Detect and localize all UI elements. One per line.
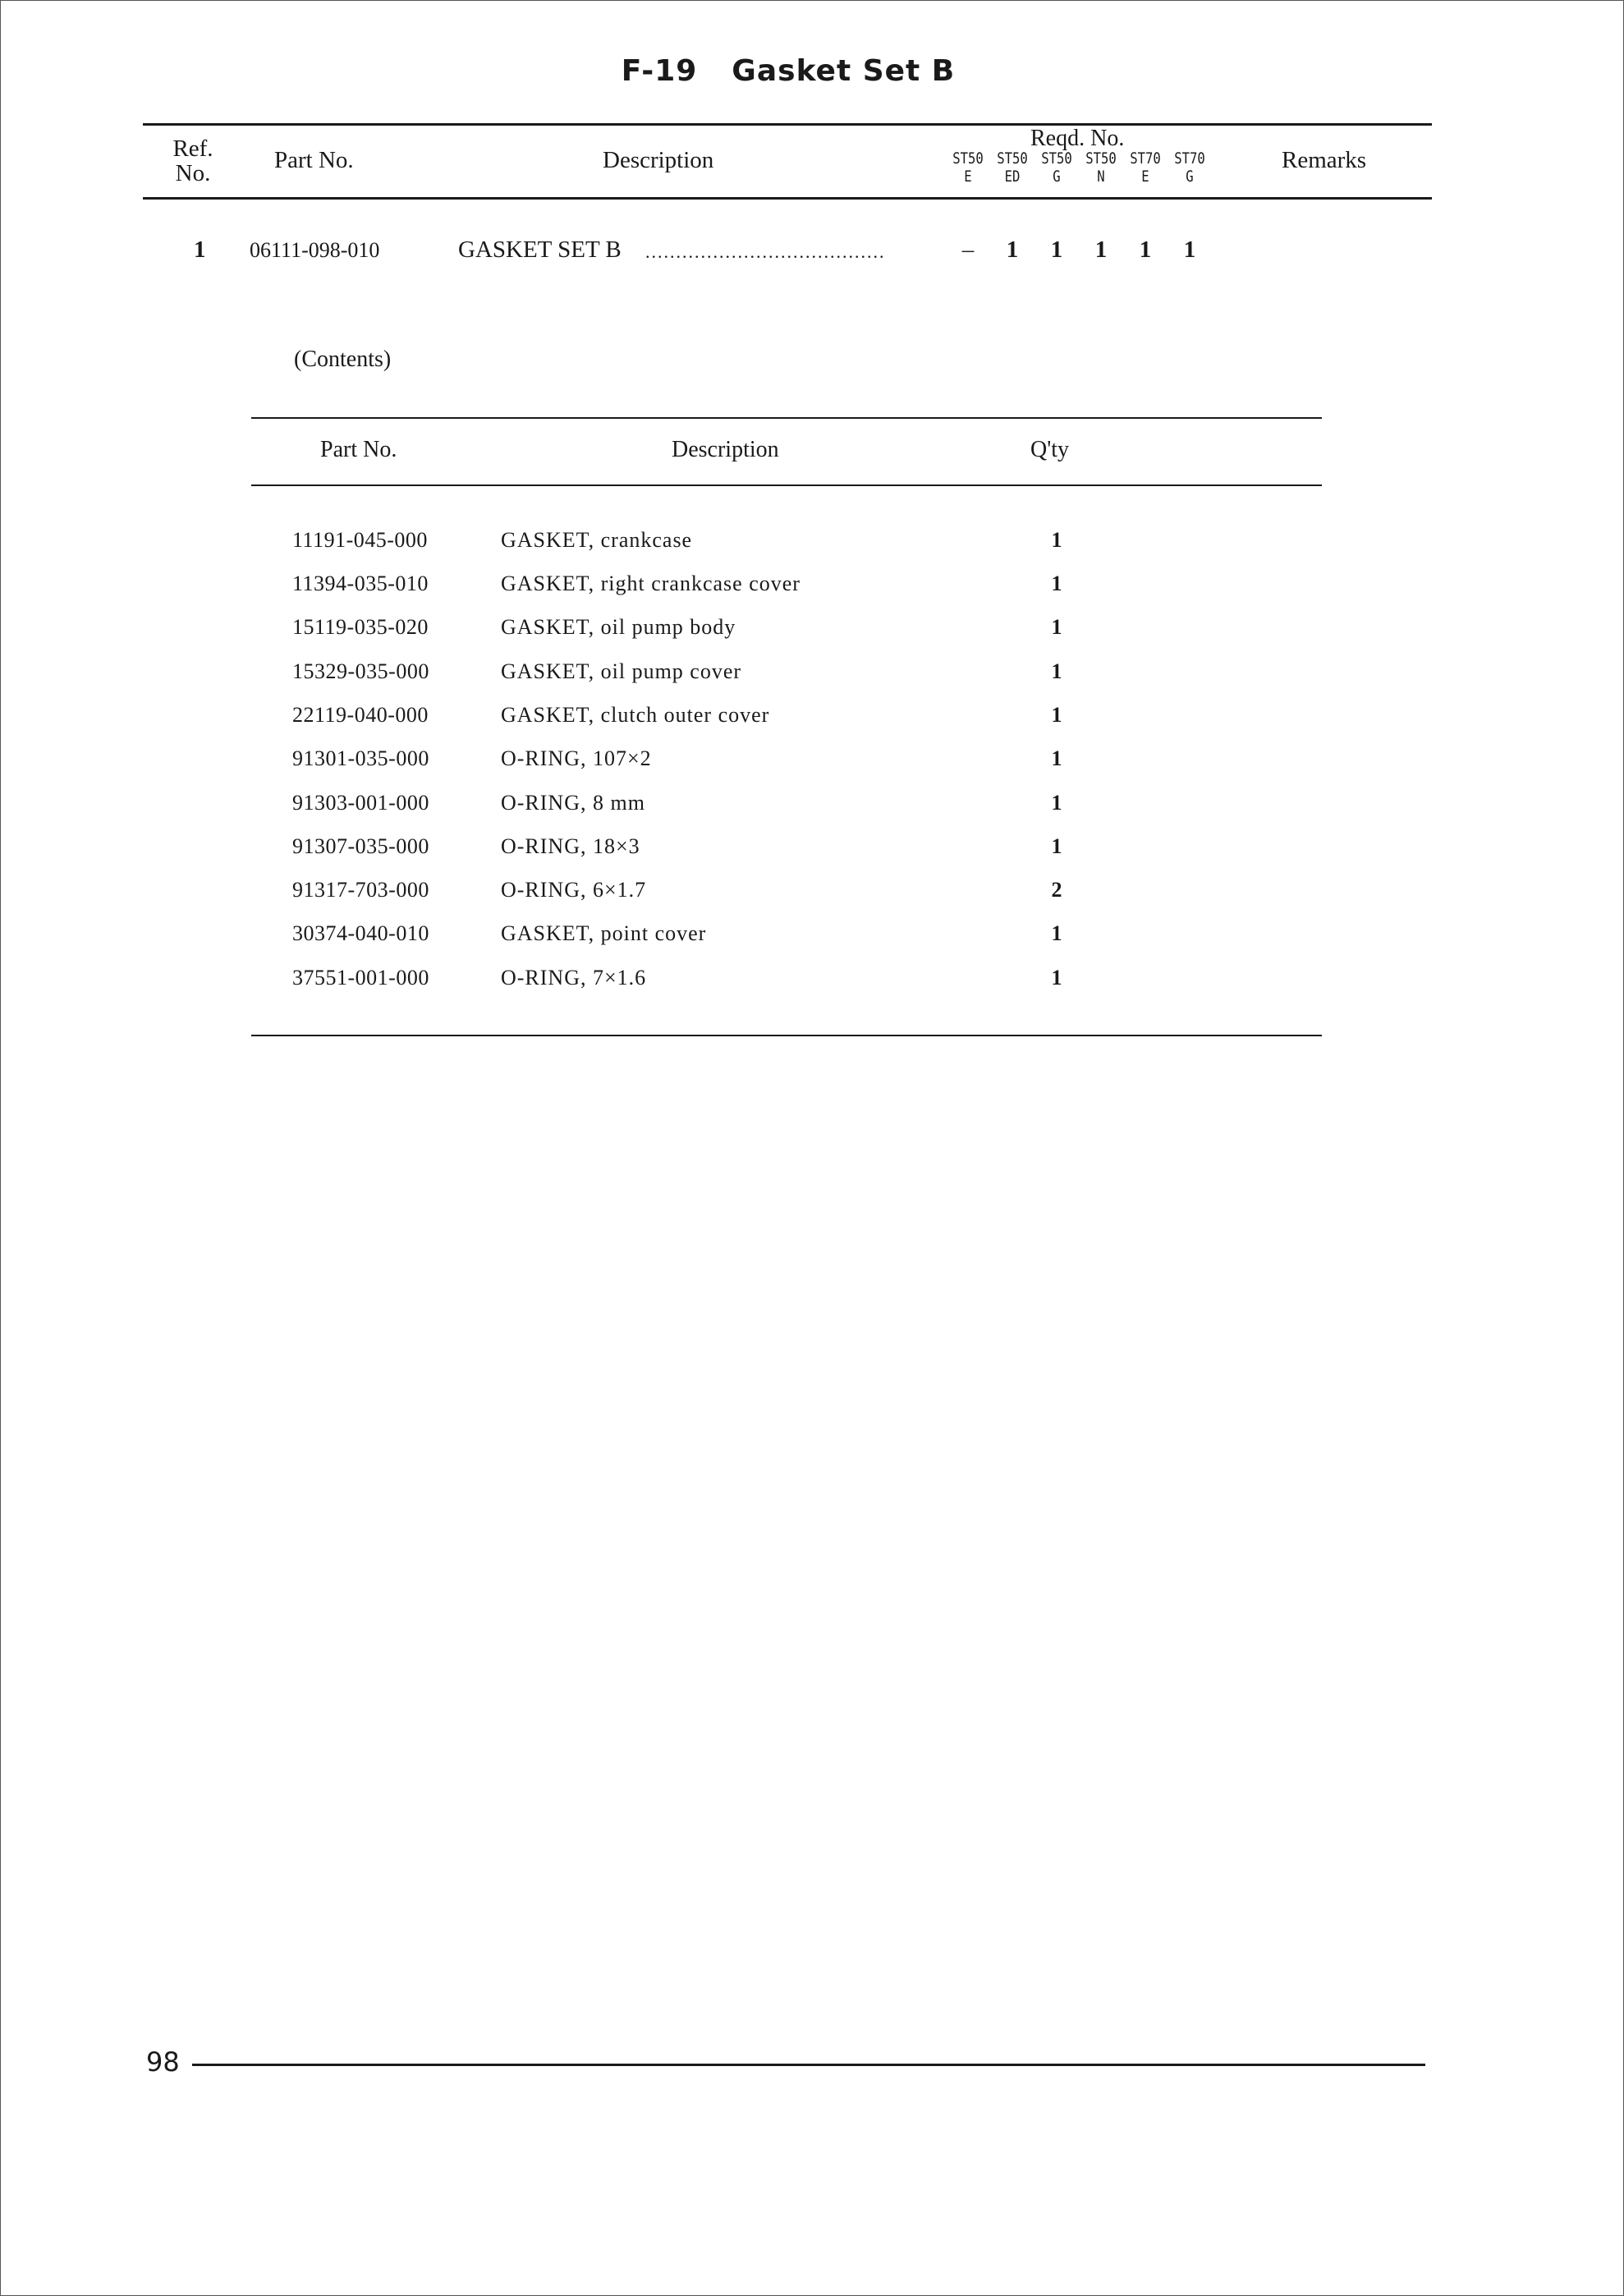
main-row-leader: ....................................... <box>645 241 886 262</box>
contents-bottom-rule <box>251 1035 1322 1036</box>
row-part-no: 91307-035-000 <box>292 834 429 858</box>
contents-row <box>0 615 1624 648</box>
row-part-no: 11394-035-010 <box>292 572 429 595</box>
description-header: Description <box>603 147 714 173</box>
main-row-qty-3: 1 <box>1050 236 1063 263</box>
contents-description-header: Description <box>672 437 779 462</box>
contents-row <box>0 703 1624 736</box>
main-row-part-no: 06111-098-010 <box>250 238 380 262</box>
row-description: GASKET, clutch outer cover <box>501 703 770 727</box>
main-row-ref: 1 <box>194 236 206 263</box>
model-6-name: ST70 <box>1174 149 1205 168</box>
contents-row <box>0 791 1624 824</box>
contents-header-rule <box>251 484 1322 486</box>
row-description: O-RING, 7×1.6 <box>501 966 647 990</box>
model-5-name: ST70 <box>1130 149 1161 168</box>
row-qty: 1 <box>1051 703 1062 727</box>
contents-row <box>0 834 1624 867</box>
page-title <box>0 54 1576 88</box>
model-col-1 <box>950 149 986 186</box>
model-columns <box>946 149 1217 195</box>
main-row-qty-2: 1 <box>1006 236 1019 263</box>
row-part-no: 91303-001-000 <box>292 791 429 815</box>
row-description: O-RING, 107×2 <box>501 746 652 770</box>
page-number: 98 <box>146 2046 180 2078</box>
model-3-name: ST50 <box>1041 149 1072 168</box>
row-part-no: 91301-035-000 <box>292 746 429 770</box>
row-part-no: 15119-035-020 <box>292 615 429 639</box>
model-col-3 <box>1039 149 1075 186</box>
row-qty: 1 <box>1051 966 1062 990</box>
model-col-5 <box>1127 149 1163 186</box>
row-description: GASKET, crankcase <box>501 528 693 552</box>
row-qty: 1 <box>1051 528 1062 552</box>
part-no-header: Part No. <box>274 147 354 173</box>
contents-row <box>0 659 1624 692</box>
row-part-no: 11191-045-000 <box>292 528 428 552</box>
row-qty: 1 <box>1051 659 1062 683</box>
model-5-variant: E <box>1141 168 1149 186</box>
model-1-name: ST50 <box>952 149 984 168</box>
footer-rule <box>192 2064 1425 2066</box>
main-row-qty-5: 1 <box>1139 236 1152 263</box>
row-qty: 2 <box>1051 878 1062 902</box>
model-col-4 <box>1083 149 1119 186</box>
contents-row <box>0 528 1624 561</box>
main-row <box>0 236 1624 269</box>
ref-no-header <box>169 136 217 186</box>
row-part-no: 15329-035-000 <box>292 659 429 683</box>
row-description: GASKET, right crankcase cover <box>501 572 801 595</box>
header-top-rule <box>143 123 1432 126</box>
header-bottom-rule <box>143 197 1432 200</box>
model-3-variant: G <box>1053 168 1061 186</box>
ref-header-line2: No. <box>175 160 211 186</box>
row-qty: 1 <box>1051 834 1062 858</box>
model-1-variant: E <box>964 168 972 186</box>
contents-row <box>0 878 1624 911</box>
reqd-no-header: Reqd. No. <box>1030 126 1125 151</box>
main-row-qty-4: 1 <box>1094 236 1108 263</box>
contents-row <box>0 572 1624 604</box>
figure-code: F-19 <box>621 54 698 88</box>
row-part-no: 22119-040-000 <box>292 703 429 727</box>
row-qty: 1 <box>1051 615 1062 639</box>
contents-top-rule <box>251 417 1322 419</box>
contents-part-no-header: Part No. <box>320 437 397 462</box>
row-description: O-RING, 8 mm <box>501 791 645 815</box>
contents-row <box>0 966 1624 999</box>
row-part-no: 30374-040-010 <box>292 921 429 945</box>
contents-qty-header: Q'ty <box>1030 437 1070 462</box>
row-qty: 1 <box>1051 921 1062 945</box>
row-part-no: 91317-703-000 <box>292 878 429 902</box>
contents-row <box>0 921 1624 954</box>
contents-row <box>0 746 1624 779</box>
main-row-qty-6: 1 <box>1183 236 1196 263</box>
contents-label: (Contents) <box>294 347 392 372</box>
main-row-qty-1: – <box>961 236 975 263</box>
model-col-6 <box>1172 149 1208 186</box>
row-description: O-RING, 6×1.7 <box>501 878 647 902</box>
remarks-header: Remarks <box>1282 147 1367 173</box>
figure-title: Gasket Set B <box>732 54 956 88</box>
row-qty: 1 <box>1051 746 1062 770</box>
row-description: GASKET, oil pump body <box>501 615 736 639</box>
ref-header-line1: Ref. <box>172 135 213 162</box>
row-description: GASKET, oil pump cover <box>501 659 742 683</box>
row-qty: 1 <box>1051 572 1062 595</box>
model-col-2 <box>994 149 1030 186</box>
main-row-description: GASKET SET B <box>458 236 622 263</box>
row-description: GASKET, point cover <box>501 921 707 945</box>
row-qty: 1 <box>1051 791 1062 815</box>
model-4-name: ST50 <box>1085 149 1117 168</box>
model-4-variant: N <box>1097 168 1105 186</box>
model-2-variant: ED <box>1004 168 1021 186</box>
model-2-name: ST50 <box>997 149 1028 168</box>
row-description: O-RING, 18×3 <box>501 834 640 858</box>
model-6-variant: G <box>1186 168 1194 186</box>
row-part-no: 37551-001-000 <box>292 966 429 990</box>
